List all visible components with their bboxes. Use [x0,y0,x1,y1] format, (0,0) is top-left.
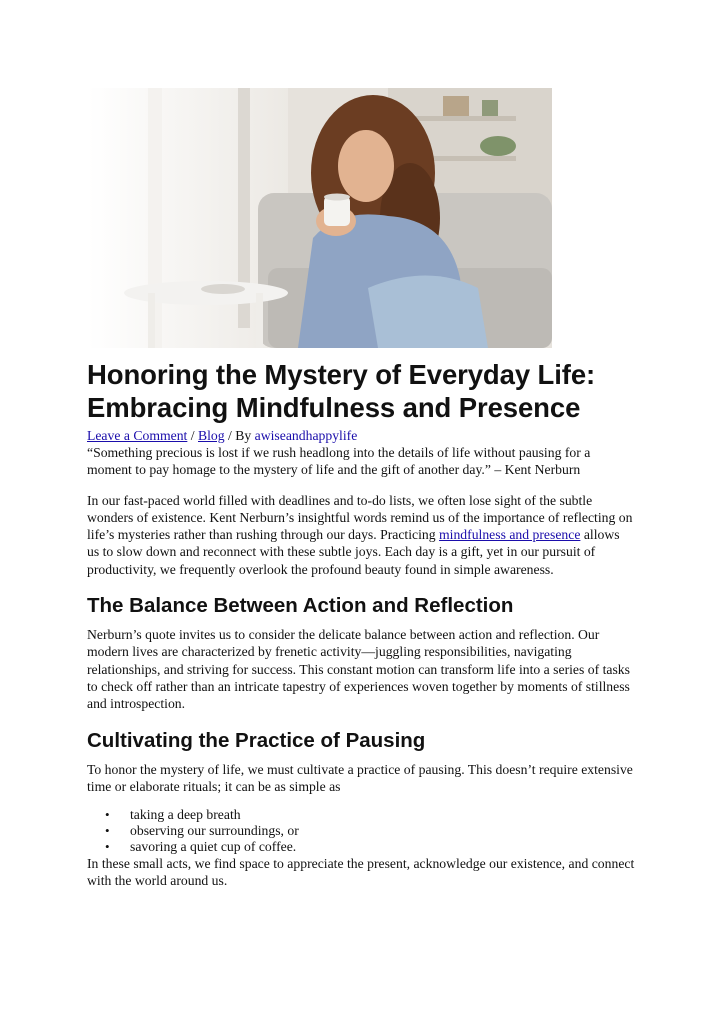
pausing-list [87,807,635,855]
leave-comment-link[interactable]: Leave a Comment [87,428,188,443]
meta-separator: / [187,428,198,443]
list-item: • savoring a quiet cup of coffee. [130,839,635,855]
post-meta [87,427,635,444]
article [87,358,635,890]
opening-quote: “Something precious is lost if we rush headlong into the details of life without pausing for a moment to pay homage to the mystery of life and the gift of another day.” – Kent Nerburn [87,445,591,478]
hero-illustration [88,88,552,348]
section-body-pausing: To honor the mystery of life, we must cultivate a practice of pausing. This doesn’t require extensive time or elaborate rituals; it can be as simple as [87,761,633,794]
intro-text-start: In our fast-paced world filled with deadlines and to-do lists, we often lose sight of the subtle wonders of existence. Kent Nerburn’s insightful words remind us of the importance of reflecting on life’s mysteries rather than rushing through our days. Practicing [87,492,633,543]
closing-paragraph: In these small acts, we find space to appreciate the present, acknowledge our existence, and connect with the world around us. [87,856,635,889]
mindfulness-link[interactable]: mindfulness and presence [439,527,581,543]
meta-by: / By [224,428,255,443]
category-link[interactable]: Blog [198,428,225,443]
section-heading-balance: The Balance Between Action and Reflection [87,594,514,618]
intro-text-end: allows us to slow down and reconnect with these subtle joys. Each day is a gift, yet in our pursuit of productivity, we frequently overlook the profound beauty found in simple awareness. [87,527,620,577]
section-heading-pausing: Cultivating the Practice of Pausing [87,728,426,752]
hero-image [88,88,552,348]
section-body-balance: Nerburn’s quote invites us to consider the delicate balance between action and reflection. Our modern lives are characterized by frenetic activity—juggling responsibilities, navigating relationships, and striving for success. This constant motion can transform life into a series of tasks to check off rather than an intricate tapestry of experiences woven together by moments of stillness and introspection. [87,627,630,712]
list-item: • taking a deep breath [130,807,635,823]
list-item: • observing our surroundings, or [130,823,635,839]
author-link[interactable]: awiseandhappylife [254,428,358,443]
article-title: Honoring the Mystery of Everyday Life: Embracing Mindfulness and Presence [87,359,596,423]
intro-paragraph [87,492,635,578]
